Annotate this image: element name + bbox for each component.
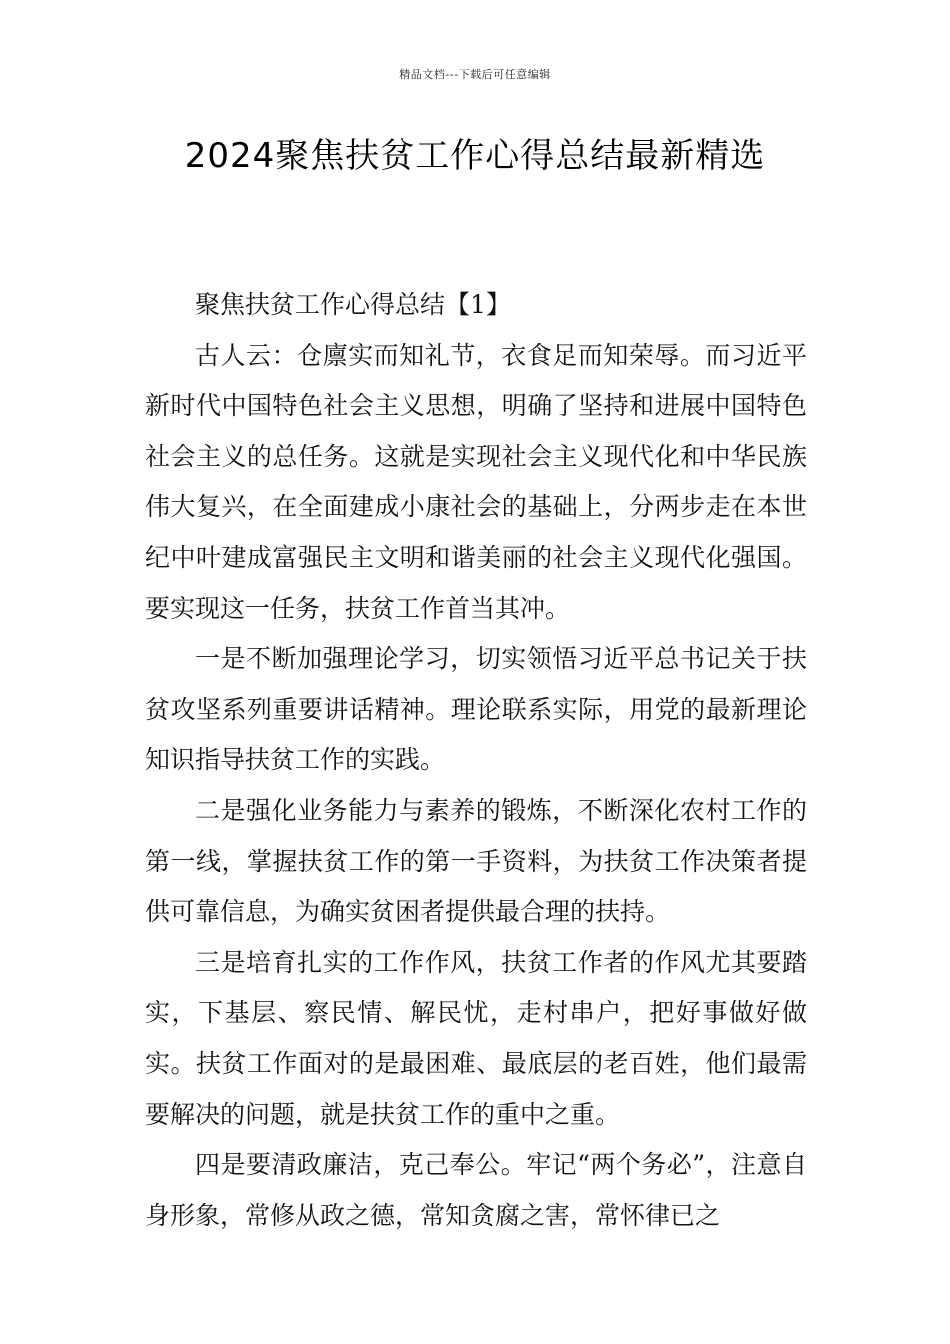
section-heading: 聚焦扶贫工作心得总结【1】 [195,290,511,319]
paragraph-point-2: 二是强化业务能力与素养的锻炼，不断深化农村工作的第一线，掌握扶贫工作的第一手资料，为扶贫工作决策者提供可靠信息，为确实贫困者提供最合理的扶持。 [145,795,807,927]
document-title: 2024聚焦扶贫工作心得总结最新精选 [184,136,766,176]
paragraph-point-1: 一是不断加强理论学习，切实领悟习近平总书记关于扶贫攻坚系列重要讲话精神。理论联系实际，用党的最新理论知识指导扶贫工作的实践。 [145,644,807,775]
paragraph-intro: 古人云：仓廪实而知礼节，衣食足而知荣辱。而习近平新时代中国特色社会主义思想，明确了坚持和进展中国特色社会主义的总任务。这就是实现社会主义现代化和中华民族伟大复兴，在全面建成小康社会的基础上，分两步走在本世纪中叶建成富强民主文明和谐美丽的社会主义现代化强国。要实现这一任务，扶贫工作首当其冲。 [145,340,807,623]
paragraph-point-3: 三是培育扎实的工作作风，扶贫工作者的作风尤其要踏实，下基层、察民情、解民忧，走村串户，把好事做好做实。扶贫工作面对的是最困难、最底层的老百姓，他们最需要解决的问题，就是扶贫工作的重中之重。 [145,947,807,1129]
paragraph-point-4: 四是要清政廉洁，克己奉公。牢记“两个务必”，注意自身形象，常修从政之德，常知贪腐之害，常怀律已之 [145,1150,807,1230]
header-note: 精品文档---下载后可任意编辑 [399,68,551,81]
document-body [145,280,807,1241]
